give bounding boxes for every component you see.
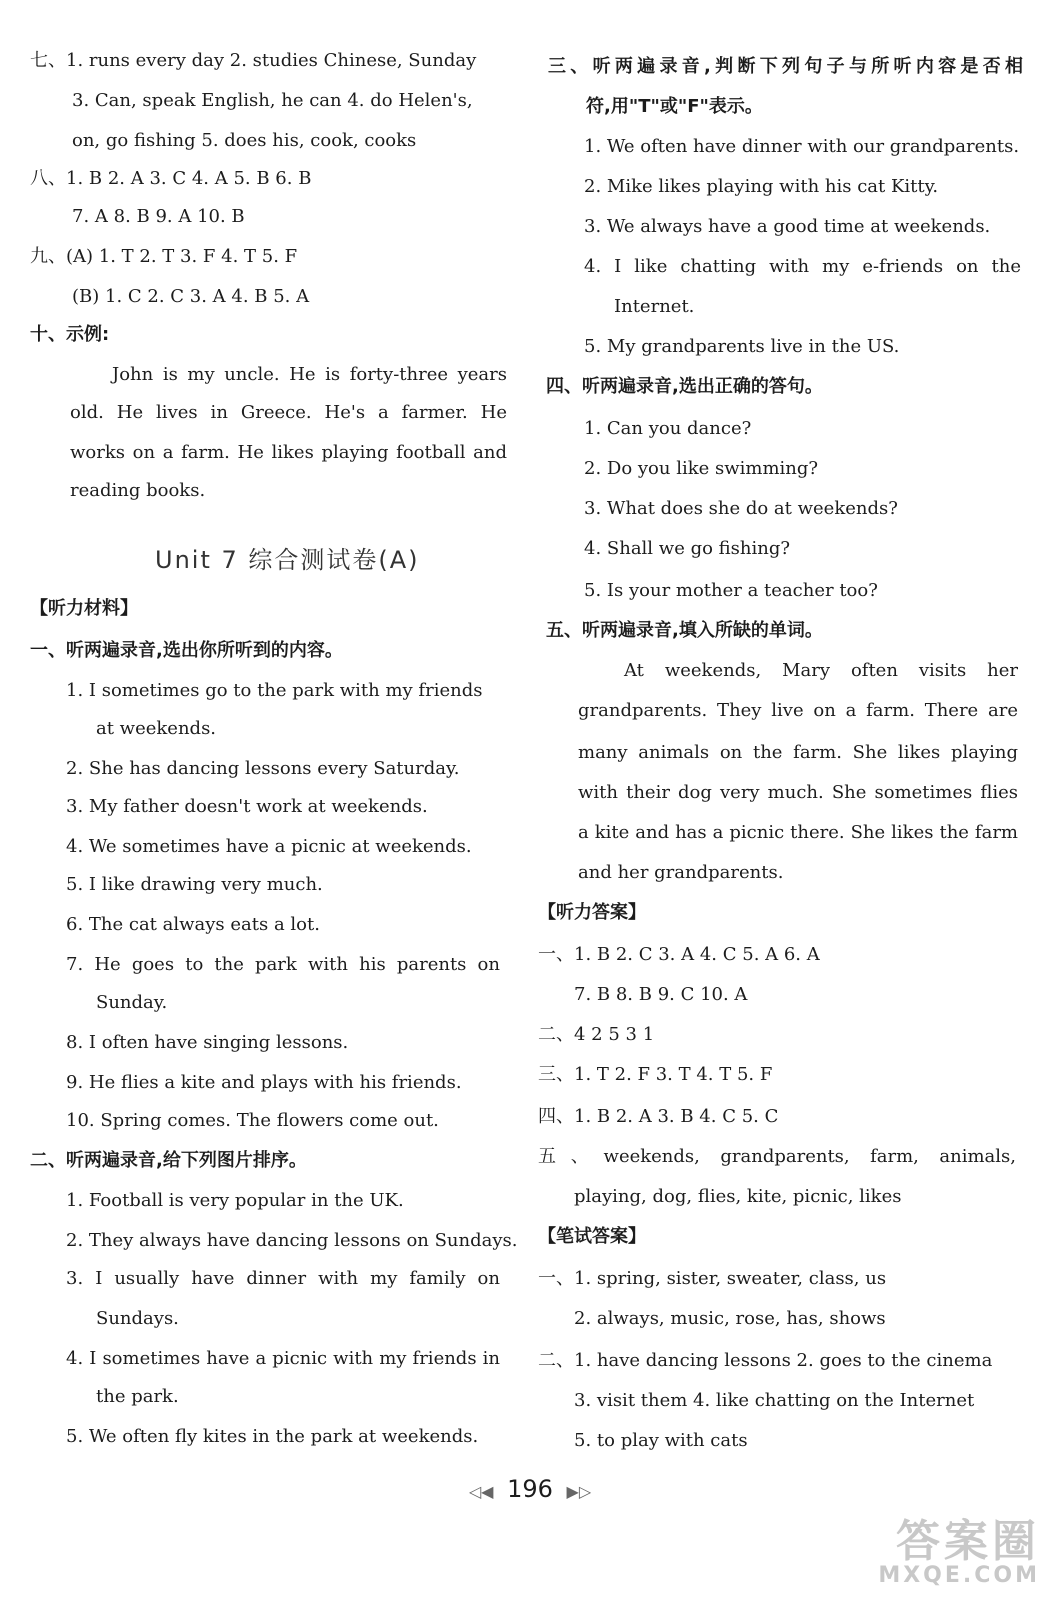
listening-item: 9. He flies a kite and plays with his friends. xyxy=(66,1072,462,1093)
listening-item: 4. Shall we go fishing? xyxy=(584,538,791,559)
listening-item: 3. What does she do at weekends? xyxy=(584,498,898,519)
example-paragraph-line: old. He lives in Greece. He's a farmer. He xyxy=(70,402,507,423)
answer-line: 3. Can, speak English, he can 4. do Helen's, xyxy=(72,90,473,111)
page-footer xyxy=(0,1475,1060,1503)
answer-line: 5. to play with cats xyxy=(574,1430,748,1451)
section-label: 【听力材料】 xyxy=(30,598,138,619)
answer-line: 7. B 8. B 9. C 10. A xyxy=(574,984,748,1005)
section-heading: 十、示例: xyxy=(30,324,110,345)
listening-item: 10. Spring comes. The flowers come out. xyxy=(66,1110,439,1131)
answer-line: on, go fishing 5. does his, cook, cooks xyxy=(72,130,417,151)
section-heading: 二、听两遍录音,给下列图片排序。 xyxy=(30,1150,307,1171)
passage-line: At weekends, Mary often visits her xyxy=(624,660,1018,681)
listening-item: the park. xyxy=(96,1386,179,1407)
answer-line: 八、1. B 2. A 3. C 4. A 5. B 6. B xyxy=(30,168,312,189)
unit-title: Unit 7 综合测试卷(A) xyxy=(155,546,420,574)
answer-line: 一、1. B 2. C 3. A 4. C 5. A 6. A xyxy=(538,944,820,965)
example-paragraph-line: works on a farm. He likes playing football and xyxy=(70,442,507,463)
listening-item: 5. Is your mother a teacher too? xyxy=(584,580,878,601)
answer-line: 九、(A) 1. T 2. T 3. F 4. T 5. F xyxy=(30,246,298,267)
section-label: 【笔试答案】 xyxy=(538,1226,646,1247)
section-heading: 五、听两遍录音,填入所缺的单词。 xyxy=(546,620,823,641)
listening-item: 1. We often have dinner with our grandparents. xyxy=(584,136,1020,157)
section-heading: 一、听两遍录音,选出你所听到的内容。 xyxy=(30,640,343,661)
passage-line: a kite and has a picnic there. She likes the farm xyxy=(578,822,1018,843)
listening-item: at weekends. xyxy=(96,718,217,739)
listening-item: 8. I often have singing lessons. xyxy=(66,1032,349,1053)
watermark-url: MXQE.COM xyxy=(878,1563,1040,1588)
listening-item: 4. I sometimes have a picnic with my friends in xyxy=(66,1348,500,1369)
answer-line: (B) 1. C 2. C 3. A 4. B 5. A xyxy=(72,286,310,307)
listening-item: 5. My grandparents live in the US. xyxy=(584,336,900,357)
answer-line: 一、1. spring, sister, sweater, class, us xyxy=(538,1268,887,1289)
answer-line: 四、1. B 2. A 3. B 4. C 5. C xyxy=(538,1106,779,1127)
answer-line: 3. visit them 4. like chatting on the Internet xyxy=(574,1390,975,1411)
answer-line: 三、1. T 2. F 3. T 4. T 5. F xyxy=(538,1064,773,1085)
listening-item: 3. We always have a good time at weekends. xyxy=(584,216,991,237)
listening-item: Sunday. xyxy=(96,992,168,1013)
listening-item: 2. She has dancing lessons every Saturday. xyxy=(66,758,460,779)
listening-item: 5. I like drawing very much. xyxy=(66,874,323,895)
passage-line: and her grandparents. xyxy=(578,862,784,883)
answer-line: 2. always, music, rose, has, shows xyxy=(574,1308,886,1329)
listening-item: Internet. xyxy=(614,296,695,317)
site-watermark xyxy=(878,1505,1040,1588)
listening-item: 6. The cat always eats a lot. xyxy=(66,914,320,935)
passage-line: with their dog very much. She sometimes flies xyxy=(578,782,1018,803)
listening-item: 1. Football is very popular in the UK. xyxy=(66,1190,404,1211)
answer-line: 二、4 2 5 3 1 xyxy=(538,1024,655,1045)
passage-line: many animals on the farm. She likes playing xyxy=(578,742,1018,763)
listening-item: 4. We sometimes have a picnic at weekends. xyxy=(66,836,472,857)
answer-line: 七、1. runs every day 2. studies Chinese, Sunday xyxy=(30,50,477,71)
listening-item: 2. Mike likes playing with his cat Kitty. xyxy=(584,176,939,197)
answer-line: playing, dog, flies, kite, picnic, likes xyxy=(574,1186,902,1207)
section-label: 【听力答案】 xyxy=(538,902,646,923)
answer-line: 7. A 8. B 9. A 10. B xyxy=(72,206,245,227)
answer-line: 二、1. have dancing lessons 2. goes to the cinema xyxy=(538,1350,993,1371)
watermark-logo-text: 答案圈 xyxy=(896,1516,1040,1567)
listening-item: 3. I usually have dinner with my family on xyxy=(66,1268,500,1289)
example-paragraph-line: reading books. xyxy=(70,480,206,501)
listening-item: Sundays. xyxy=(96,1308,179,1329)
answer-line: 五、weekends, grandparents, farm, animals, xyxy=(538,1146,1016,1167)
prev-arrows-icon: ◁◀ xyxy=(468,1482,494,1501)
next-arrows-icon: ▶▷ xyxy=(566,1482,592,1501)
listening-item: 1. Can you dance? xyxy=(584,418,752,439)
passage-line: grandparents. They live on a farm. There are xyxy=(578,700,1018,721)
listening-item: 5. We often fly kites in the park at weekends. xyxy=(66,1426,479,1447)
example-paragraph-line: John is my uncle. He is forty-three years xyxy=(112,364,507,385)
page-number: 196 xyxy=(507,1475,553,1503)
listening-item: 3. My father doesn't work at weekends. xyxy=(66,796,428,817)
listening-item: 1. I sometimes go to the park with my friends xyxy=(66,680,483,701)
listening-item: 4. I like chatting with my e-friends on the xyxy=(584,256,1021,277)
listening-item: 7. He goes to the park with his parents on xyxy=(66,954,500,975)
listening-item: 2. Do you like swimming? xyxy=(584,458,819,479)
listening-item: 2. They always have dancing lessons on Sundays. xyxy=(66,1230,518,1251)
section-heading: 四、听两遍录音,选出正确的答句。 xyxy=(546,376,823,397)
section-heading: 三、听两遍录音,判断下列句子与所听内容是否相 xyxy=(548,56,1023,77)
section-heading: 符,用"T"或"F"表示。 xyxy=(586,96,763,117)
